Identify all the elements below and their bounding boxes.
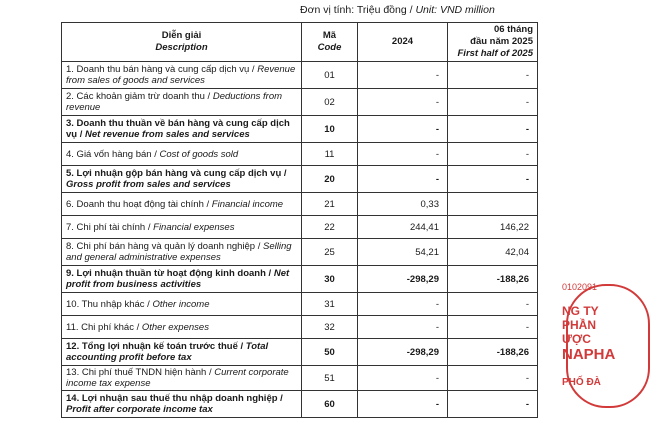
table-row <box>62 143 538 166</box>
row-code: 50 <box>302 339 358 366</box>
row-description-vi: 10. Thu nhập khác / <box>66 298 153 310</box>
row-description <box>62 166 302 193</box>
row-description-en: Financial income <box>211 198 284 210</box>
row-description <box>62 339 302 366</box>
row-description-vi: 14. Lợi nhuận sau thuế thu nhập doanh nghiệp / <box>66 393 283 404</box>
row-description-en: Selling and general administrative expenses <box>66 241 292 263</box>
row-value-2024: - <box>358 62 448 89</box>
table-row <box>62 391 538 418</box>
row-value-h1-2025: - <box>448 391 538 418</box>
table-header-row <box>62 23 538 62</box>
unit-note-en: Unit: VND million <box>415 4 495 16</box>
row-description <box>62 266 302 293</box>
row-description <box>62 116 302 143</box>
row-description-vi: 4. Giá vốn hàng bán / <box>66 148 160 160</box>
row-description-en: Gross profit from sales and services <box>66 179 231 190</box>
row-value-2024: 244,41 <box>358 216 448 239</box>
row-description <box>62 316 302 339</box>
row-description-en: Total accounting profit before tax <box>66 341 269 363</box>
stamp-line-5: NAPHA <box>562 346 616 363</box>
row-value-2024: 0,33 <box>358 193 448 216</box>
row-value-2024: - <box>358 143 448 166</box>
row-description <box>62 239 302 266</box>
row-description-vi: 1. Doanh thu bán hàng và cung cấp dịch vụ / <box>66 64 258 75</box>
header-code: Mã Code <box>302 23 358 62</box>
row-description-en: Other income <box>152 298 210 310</box>
company-stamp <box>558 280 618 424</box>
row-description <box>62 62 302 89</box>
row-value-h1-2025: -188,26 <box>448 339 538 366</box>
row-description-vi: 6. Doanh thu hoạt động tài chính / <box>66 198 212 210</box>
row-description-en: Profit after corporate income tax <box>66 404 213 415</box>
row-description <box>62 143 302 166</box>
row-description-en: Revenue from sales of goods and services <box>66 64 296 86</box>
stamp-line-4: ƯỢC <box>562 332 591 346</box>
row-value-h1-2025: - <box>448 316 538 339</box>
row-description-en: Cost of goods sold <box>159 148 239 160</box>
header-2024: 2024 <box>358 23 448 62</box>
row-description-vi: 2. Các khoản giảm trừ doanh thu / <box>66 91 213 102</box>
row-description-en: Current corporate income tax expense <box>66 367 289 389</box>
row-value-h1-2025: - <box>448 116 538 143</box>
row-description-en: Financial expenses <box>153 221 235 233</box>
row-value-h1-2025: 42,04 <box>448 239 538 266</box>
row-value-h1-2025: - <box>448 166 538 193</box>
table-row <box>62 166 538 193</box>
stamp-line-6: PHỐ ĐÀ <box>562 377 601 388</box>
row-value-h1-2025 <box>448 193 538 216</box>
row-value-h1-2025: - <box>448 143 538 166</box>
row-value-2024: - <box>358 116 448 143</box>
unit-note-vi: Đơn vị tính: Triệu đồng / <box>300 4 416 16</box>
row-value-h1-2025: - <box>448 366 538 391</box>
stamp-line-3: PHẦN <box>562 318 597 332</box>
row-description-vi: 7. Chi phí tài chính / <box>66 221 154 233</box>
row-description <box>62 391 302 418</box>
table-row <box>62 339 538 366</box>
row-value-h1-2025: 146,22 <box>448 216 538 239</box>
header-h1-2025: 06 tháng đầu năm 2025 First half of 2025 <box>448 23 538 62</box>
row-code: 32 <box>302 316 358 339</box>
row-code: 51 <box>302 366 358 391</box>
row-value-2024: - <box>358 391 448 418</box>
table-row <box>62 216 538 239</box>
row-value-2024: - <box>358 89 448 116</box>
table-row <box>62 293 538 316</box>
row-value-2024: - <box>358 366 448 391</box>
row-description <box>62 366 302 391</box>
row-description-en: Net profit from business activities <box>66 268 290 290</box>
row-code: 20 <box>302 166 358 193</box>
table-row <box>62 116 538 143</box>
table-row <box>62 366 538 391</box>
row-description-vi: 12. Tổng lợi nhuận kế toán trước thuế / <box>66 341 246 352</box>
table-row <box>62 89 538 116</box>
row-code: 01 <box>302 62 358 89</box>
row-description <box>62 216 302 239</box>
row-code: 02 <box>302 89 358 116</box>
row-description-vi: 3. Doanh thu thuần về bán hàng và cung cấp dịch vụ / <box>66 118 290 140</box>
table-row <box>62 316 538 339</box>
row-description-en: Net revenue from sales and services <box>85 129 250 140</box>
stamp-line-2: NG TY <box>562 304 599 318</box>
row-code: 25 <box>302 239 358 266</box>
table-row <box>62 62 538 89</box>
row-description <box>62 293 302 316</box>
row-code: 31 <box>302 293 358 316</box>
table-row <box>62 193 538 216</box>
row-value-2024: -298,29 <box>358 339 448 366</box>
row-code: 11 <box>302 143 358 166</box>
header-description: Diễn giải Description <box>62 23 302 62</box>
row-code: 10 <box>302 116 358 143</box>
row-description-en: Deductions from revenue <box>66 91 283 113</box>
row-code: 60 <box>302 391 358 418</box>
table-row <box>62 266 538 293</box>
row-description-en: Other expenses <box>141 321 209 333</box>
row-description-vi: 13. Chi phí thuế TNDN hiện hành / <box>66 367 215 378</box>
row-value-2024: - <box>358 166 448 193</box>
row-value-h1-2025: - <box>448 89 538 116</box>
row-value-2024: -298,29 <box>358 266 448 293</box>
row-value-2024: - <box>358 316 448 339</box>
row-value-2024: 54,21 <box>358 239 448 266</box>
row-value-2024: - <box>358 293 448 316</box>
income-statement-table <box>61 22 538 418</box>
row-code: 22 <box>302 216 358 239</box>
row-description-vi: 8. Chi phí bán hàng và quản lý doanh nghiệp / <box>66 241 264 252</box>
row-value-h1-2025: - <box>448 293 538 316</box>
row-description <box>62 89 302 116</box>
row-code: 30 <box>302 266 358 293</box>
row-code: 21 <box>302 193 358 216</box>
unit-note <box>300 4 495 16</box>
table-row <box>62 239 538 266</box>
row-description-vi: 9. Lợi nhuận thuần từ hoạt động kinh doanh / <box>66 268 274 279</box>
row-value-h1-2025: - <box>448 62 538 89</box>
row-description <box>62 193 302 216</box>
row-description-vi: 5. Lợi nhuận gộp bán hàng và cung cấp dịch vụ / <box>66 168 287 179</box>
row-description-vi: 11. Chi phí khác / <box>66 321 142 333</box>
stamp-line-1: 0102091 <box>562 282 598 292</box>
row-value-h1-2025: -188,26 <box>448 266 538 293</box>
